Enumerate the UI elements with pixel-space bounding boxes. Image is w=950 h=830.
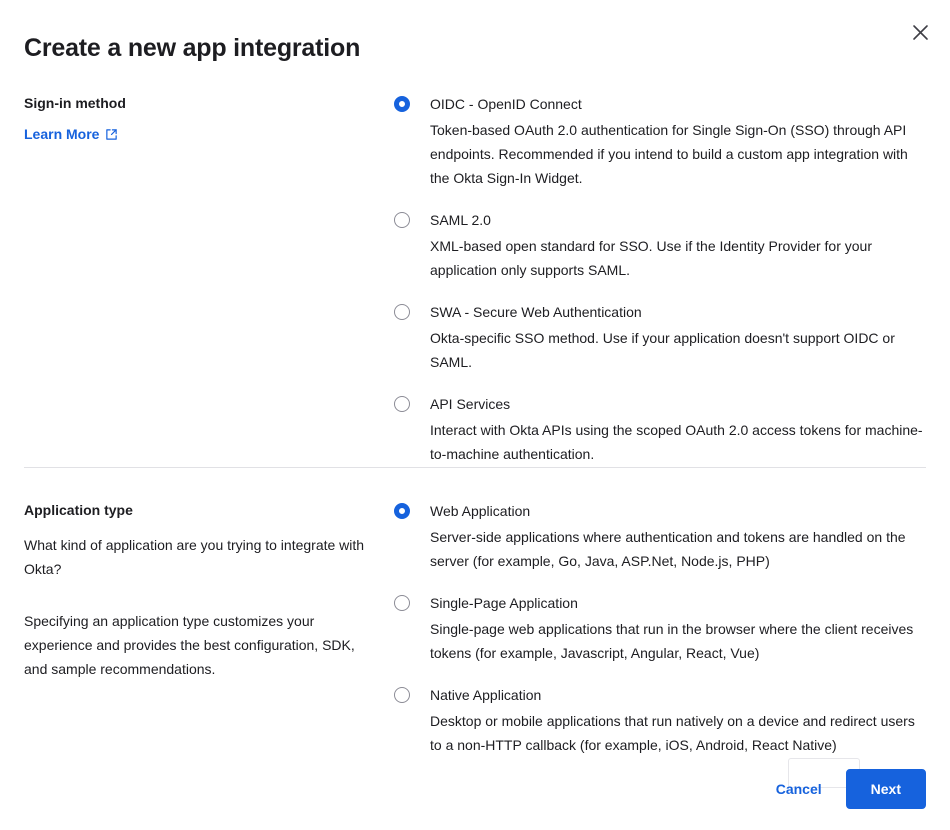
option-oidc-description: Token-based OAuth 2.0 authentication for Single Sign-On (SSO) through API endpoints. Recommended if you intend to build a custom app integration with the Okta Sign-In Widget.: [430, 122, 908, 186]
option-web-application[interactable]: [394, 501, 926, 573]
option-swa-description: Okta-specific SSO method. Use if your application doesn't support OIDC or SAML.: [430, 330, 895, 370]
application-type-description-2: Specifying an application type customizes your experience and provides the best configuration, SDK, and sample recommendations.: [24, 613, 355, 677]
option-single-page-application-description: Single-page web applications that run in the browser where the client receives tokens (for example, Javascript, Angular, React, Vue): [430, 621, 914, 661]
option-api-services-description: Interact with Okta APIs using the scoped OAuth 2.0 access tokens for machine-to-machine authentication.: [430, 422, 923, 462]
learn-more-label: Learn More: [24, 126, 100, 142]
option-api-services[interactable]: [394, 394, 926, 466]
option-saml-description: XML-based open standard for SSO. Use if the Identity Provider for your application only supports SAML.: [430, 238, 872, 278]
radio-oidc[interactable]: [394, 96, 410, 112]
learn-more-link[interactable]: [24, 126, 118, 142]
application-type-heading: Application type: [24, 502, 133, 518]
external-link-icon: [105, 128, 118, 141]
option-single-page-application[interactable]: [394, 593, 926, 665]
application-type-description-1: What kind of application are you trying to integrate with Okta?: [24, 537, 365, 577]
option-oidc[interactable]: [394, 94, 926, 190]
signin-method-section: [24, 94, 926, 466]
option-native-application-description: Desktop or mobile applications that run natively on a device and redirect users to a non-HTTP callback (for example, iOS, Android, React Native): [430, 713, 915, 753]
signin-method-heading: Sign-in method: [24, 95, 126, 111]
radio-saml[interactable]: [394, 212, 410, 228]
application-type-options: [394, 501, 926, 757]
option-native-application[interactable]: [394, 685, 926, 757]
section-divider: [24, 467, 926, 468]
option-oidc-label[interactable]: OIDC - OpenID Connect: [430, 96, 582, 112]
radio-api-services[interactable]: [394, 396, 410, 412]
next-button[interactable]: Next: [846, 769, 926, 809]
radio-swa[interactable]: [394, 304, 410, 320]
option-web-application-description: Server-side applications where authentication and tokens are handled on the server (for example, Go, Java, ASP.Net, Node.js, PHP): [430, 529, 906, 569]
option-saml[interactable]: [394, 210, 926, 282]
cancel-button[interactable]: Cancel: [764, 771, 834, 807]
option-saml-label[interactable]: SAML 2.0: [430, 212, 491, 228]
option-api-services-label[interactable]: API Services: [430, 396, 511, 412]
signin-method-options: [394, 94, 926, 466]
signin-method-left: [24, 94, 394, 466]
option-swa-label[interactable]: SWA - Secure Web Authentication: [430, 304, 642, 320]
close-icon[interactable]: [906, 18, 934, 46]
application-type-left: [24, 501, 394, 757]
page-title: Create a new app integration: [24, 34, 361, 62]
radio-single-page-application[interactable]: [394, 595, 410, 611]
radio-native-application[interactable]: [394, 687, 410, 703]
option-web-application-label[interactable]: Web Application: [430, 503, 531, 519]
application-type-section: [24, 501, 926, 757]
option-native-application-label[interactable]: Native Application: [430, 687, 542, 703]
radio-web-application[interactable]: [394, 503, 410, 519]
option-swa[interactable]: [394, 302, 926, 374]
dialog-footer: [24, 769, 926, 809]
option-single-page-application-label[interactable]: Single-Page Application: [430, 595, 578, 611]
